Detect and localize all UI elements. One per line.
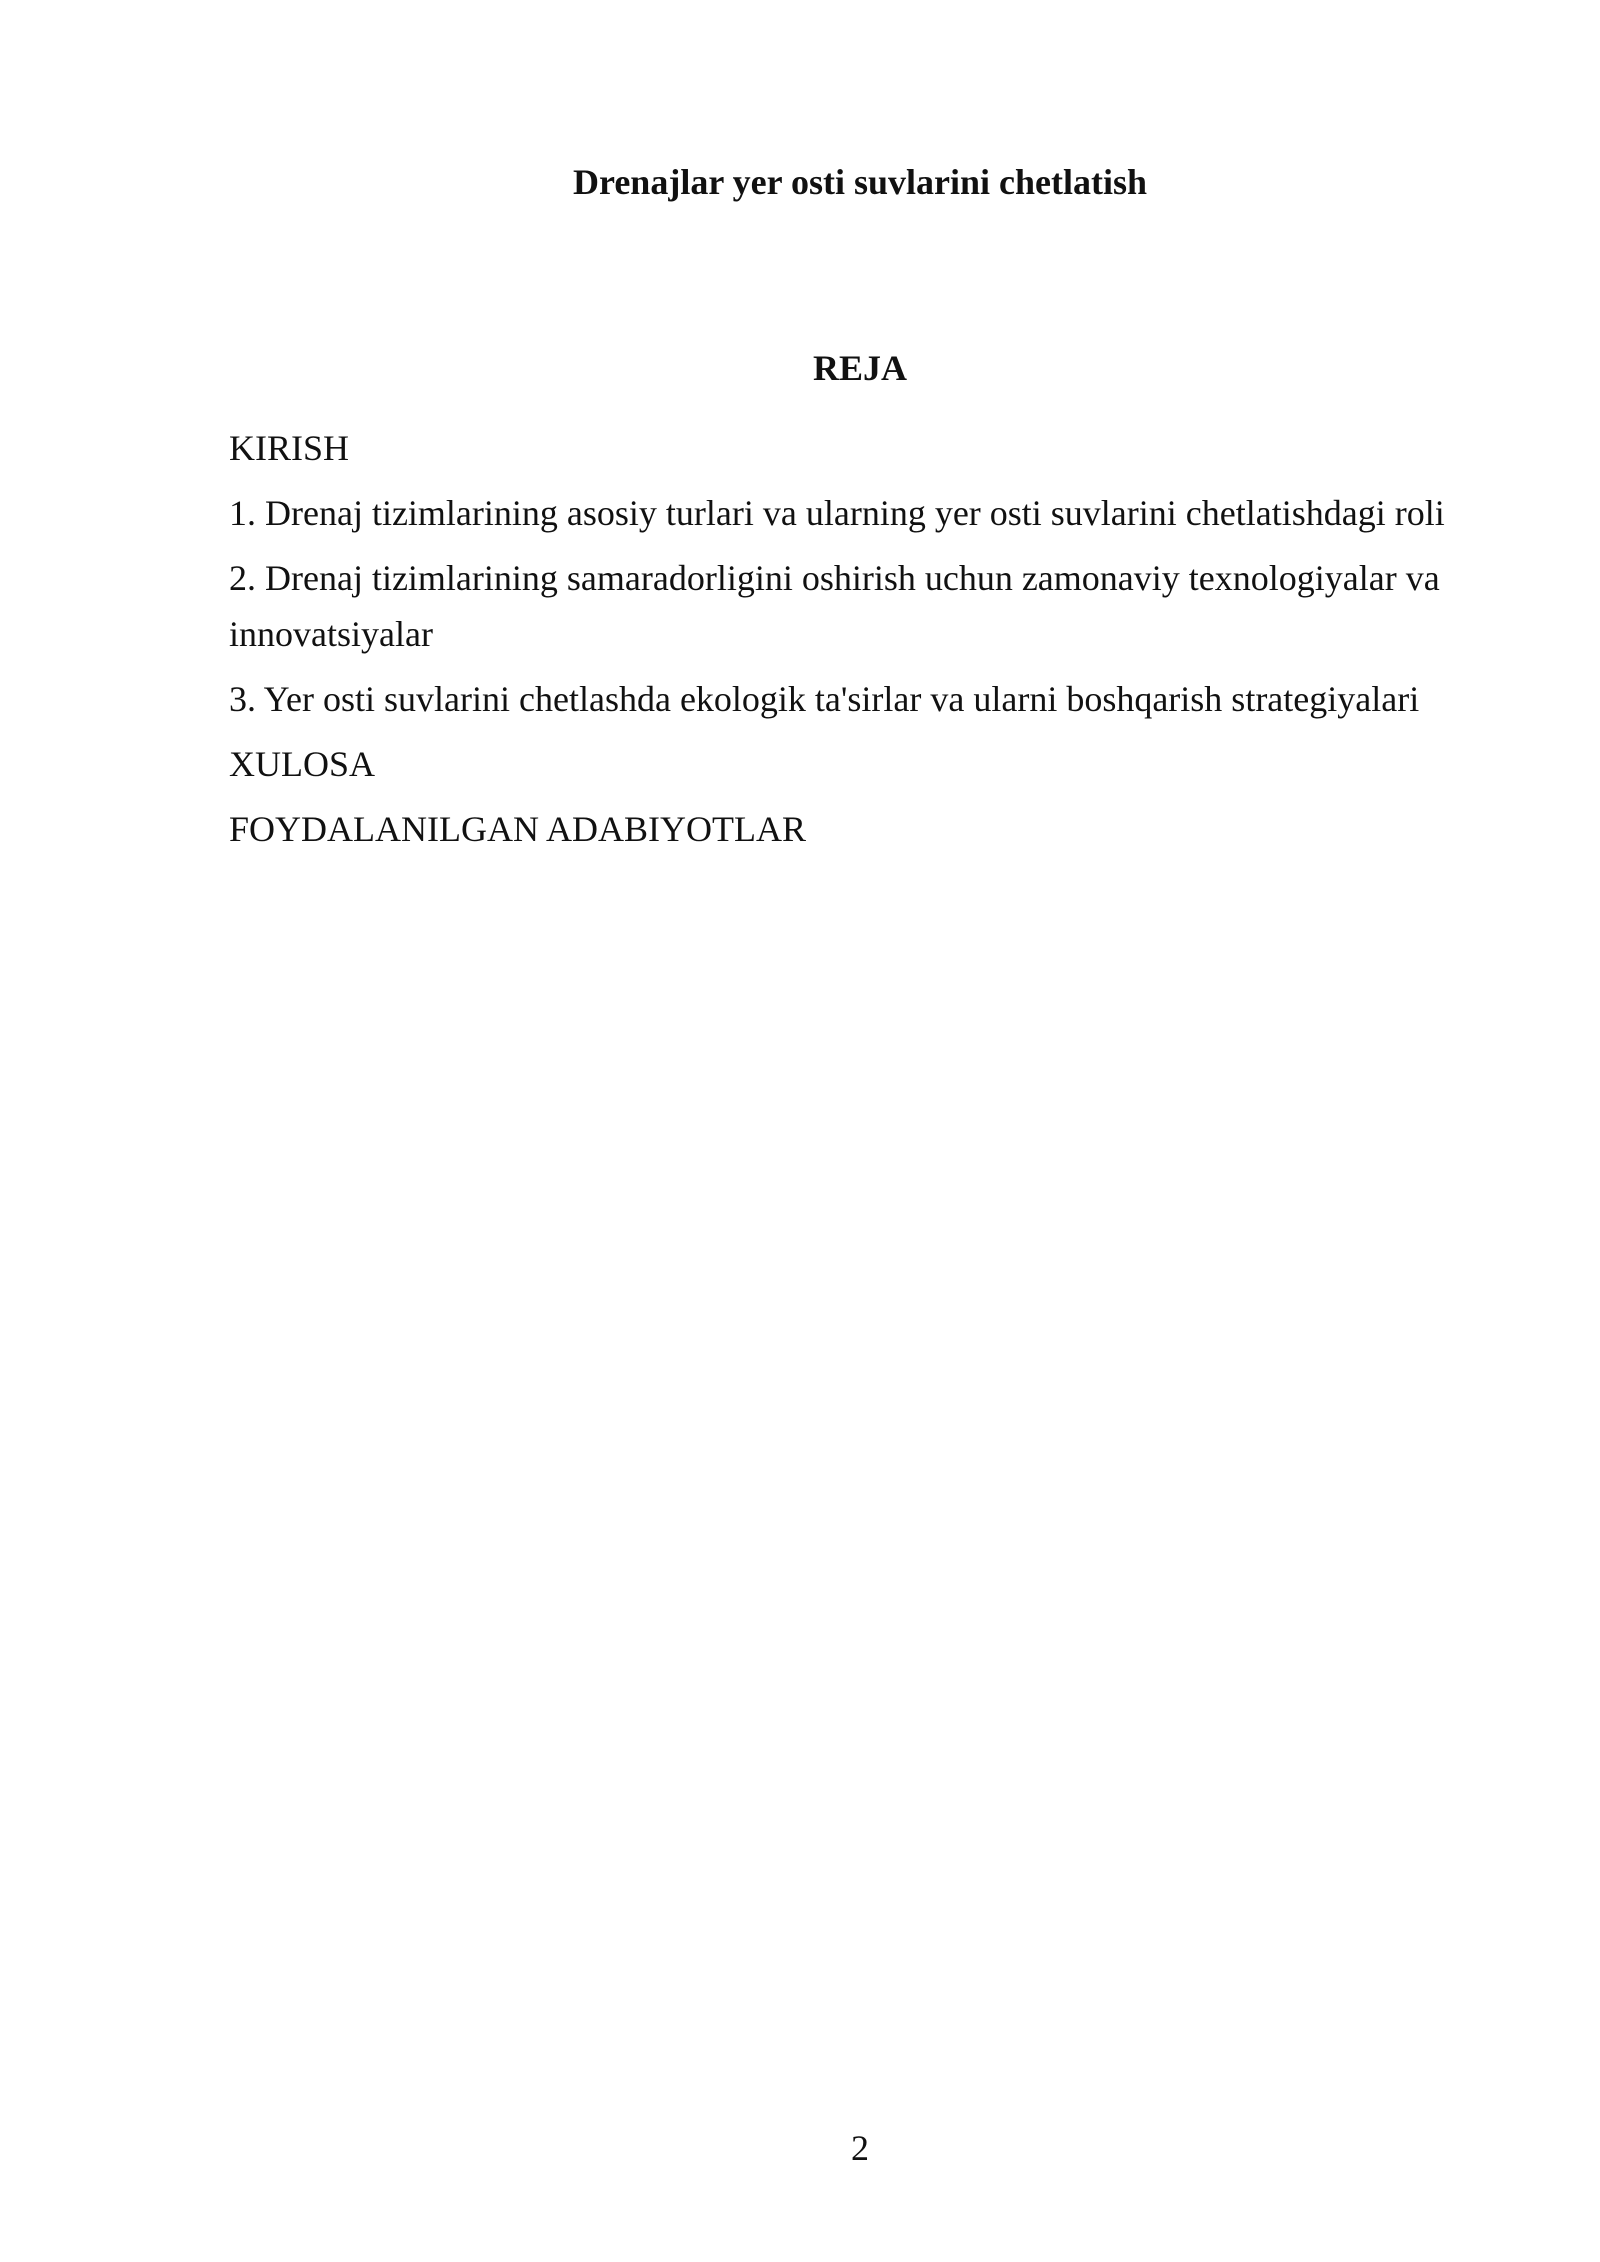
- toc-item-conclusion: XULOSA: [229, 744, 376, 784]
- table-of-contents: [229, 420, 1489, 866]
- document-title: Drenajlar yer osti suvlarini chetlatish: [573, 162, 1147, 202]
- toc-item-introduction: KIRISH: [229, 428, 350, 468]
- page-number: 2: [851, 2128, 869, 2168]
- toc-item-chapter-3: 3. Yer osti suvlarini chetlashda ekologik ta'sirlar va ularni boshqarish strategiyalari: [229, 679, 1420, 719]
- toc-item-references: FOYDALANILGAN ADABIYOTLAR: [229, 809, 806, 849]
- plan-heading: REJA: [812, 348, 907, 388]
- toc-item-chapter-2: 2. Drenaj tizimlarining samaradorligini oshirish uchun zamonaviy texnologiyalar va innovatsiyalar: [229, 558, 1440, 654]
- toc-item-chapter-1: 1. Drenaj tizimlarining asosiy turlari va ularning yer osti suvlarini chetlatishdagi roli: [229, 493, 1445, 533]
